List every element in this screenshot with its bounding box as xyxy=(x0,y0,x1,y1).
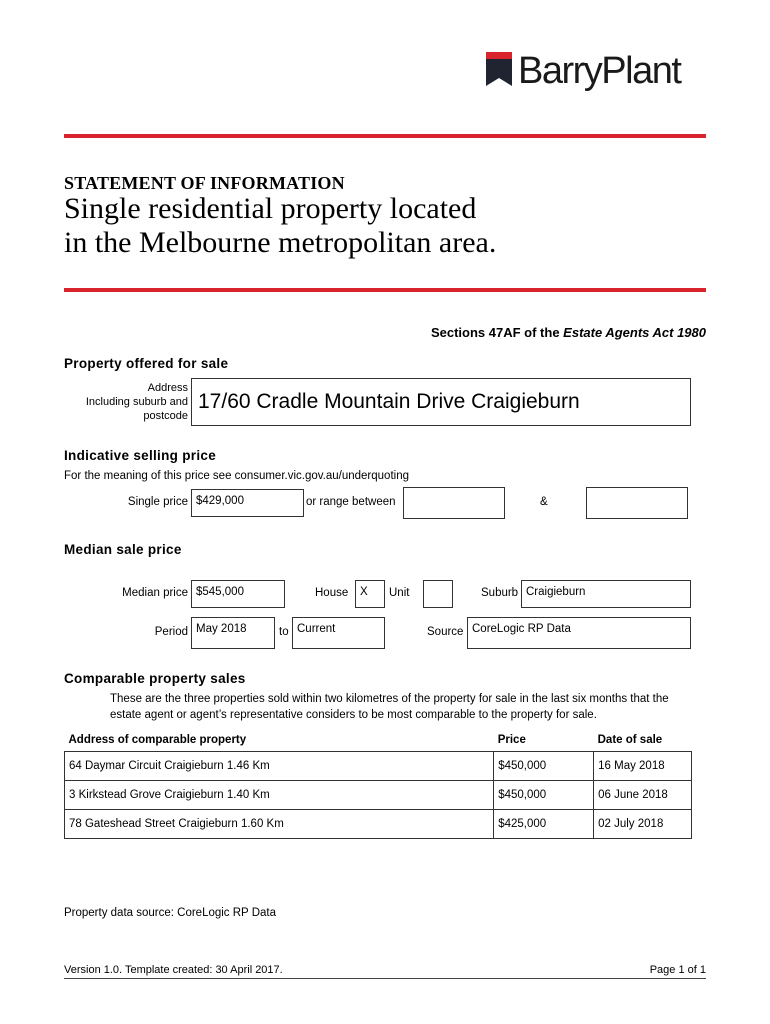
table-header-row xyxy=(65,732,692,752)
median-heading: Median sale price xyxy=(64,542,182,557)
underquoting-note: For the meaning of this price see consumer.vic.gov.au/underquoting xyxy=(64,470,409,482)
unit-checkbox[interactable] xyxy=(423,580,453,608)
suburb-label: Suburb xyxy=(481,587,519,599)
period-to-label: to xyxy=(279,626,289,638)
suburb-field[interactable]: Craigieburn xyxy=(521,580,691,608)
single-price-label: Single price xyxy=(127,496,188,508)
row-address[interactable]: 3 Kirkstead Grove Craigieburn 1.40 Km xyxy=(65,781,494,810)
title-line-2: in the Melbourne metropolitan area. xyxy=(64,226,497,259)
footer-version: Version 1.0. Template created: 30 April 2017. xyxy=(64,964,283,976)
range-label: or range between xyxy=(306,496,396,508)
table-row xyxy=(65,752,692,781)
row-price[interactable]: $425,000 xyxy=(494,810,594,839)
page-title xyxy=(64,192,704,260)
comparable-intro-line-2: estate agent or agent’s representative considers to be most comparable to the property for sale. xyxy=(110,709,597,721)
address-label-line-2: Including suburb and xyxy=(85,396,188,408)
row-address[interactable]: 78 Gateshead Street Craigieburn 1.60 Km xyxy=(65,810,494,839)
single-price-field[interactable]: $429,000 xyxy=(191,489,304,517)
row-date[interactable]: 06 June 2018 xyxy=(594,781,692,810)
table-row xyxy=(65,781,692,810)
column-header-price: Price xyxy=(497,734,526,746)
address-label-line-1: Address xyxy=(147,382,188,394)
range-from-field[interactable] xyxy=(403,487,505,519)
row-date[interactable]: 16 May 2018 xyxy=(594,752,692,781)
row-address[interactable]: 64 Daymar Circuit Craigieburn 1.46 Km xyxy=(65,752,494,781)
address-field[interactable]: 17/60 Cradle Mountain Drive Craigieburn xyxy=(191,378,691,426)
period-from-field[interactable]: May 2018 xyxy=(191,617,275,649)
footer-rule xyxy=(64,978,706,979)
data-source-note: Property data source: CoreLogic RP Data xyxy=(64,907,277,919)
logo-mark-icon xyxy=(486,52,512,86)
range-ampersand: & xyxy=(540,496,548,508)
top-red-rule xyxy=(64,134,706,138)
column-header-date: Date of sale xyxy=(597,734,663,746)
second-red-rule xyxy=(64,288,706,292)
period-label: Period xyxy=(154,626,188,638)
sections-prefix: Sections 47AF of the xyxy=(430,325,564,340)
period-to-field[interactable]: Current xyxy=(292,617,385,649)
address-label xyxy=(64,381,188,423)
footer-page-number: Page 1 of 1 xyxy=(649,964,706,976)
comparable-sales-table xyxy=(64,732,692,839)
source-field[interactable]: CoreLogic RP Data xyxy=(467,617,691,649)
house-checkbox[interactable]: X xyxy=(355,580,385,608)
title-line-1: Single residential property located xyxy=(64,192,477,225)
row-date[interactable]: 02 July 2018 xyxy=(594,810,692,839)
house-label: House xyxy=(315,587,349,599)
median-price-label: Median price xyxy=(122,587,188,599)
address-label-line-3: postcode xyxy=(143,410,188,422)
median-price-field[interactable]: $545,000 xyxy=(191,580,285,608)
sections-reference xyxy=(431,325,706,340)
comparable-heading: Comparable property sales xyxy=(64,671,246,686)
source-label: Source xyxy=(427,626,464,638)
table-row xyxy=(65,810,692,839)
property-offered-heading: Property offered for sale xyxy=(64,356,229,371)
indicative-price-heading: Indicative selling price xyxy=(64,448,217,463)
unit-label: Unit xyxy=(389,587,410,599)
logo-text: BarryPlant xyxy=(518,50,681,92)
column-header-address: Address of comparable property xyxy=(68,734,247,746)
comparable-intro-line-1: These are the three properties sold within two kilometres of the property for sale in the last six months that the xyxy=(110,693,669,705)
row-price[interactable]: $450,000 xyxy=(494,781,594,810)
range-to-field[interactable] xyxy=(586,487,688,519)
sections-act: Estate Agents Act 1980 xyxy=(563,325,706,340)
row-price[interactable]: $450,000 xyxy=(494,752,594,781)
statement-label: STATEMENT OF INFORMATION xyxy=(64,173,345,193)
